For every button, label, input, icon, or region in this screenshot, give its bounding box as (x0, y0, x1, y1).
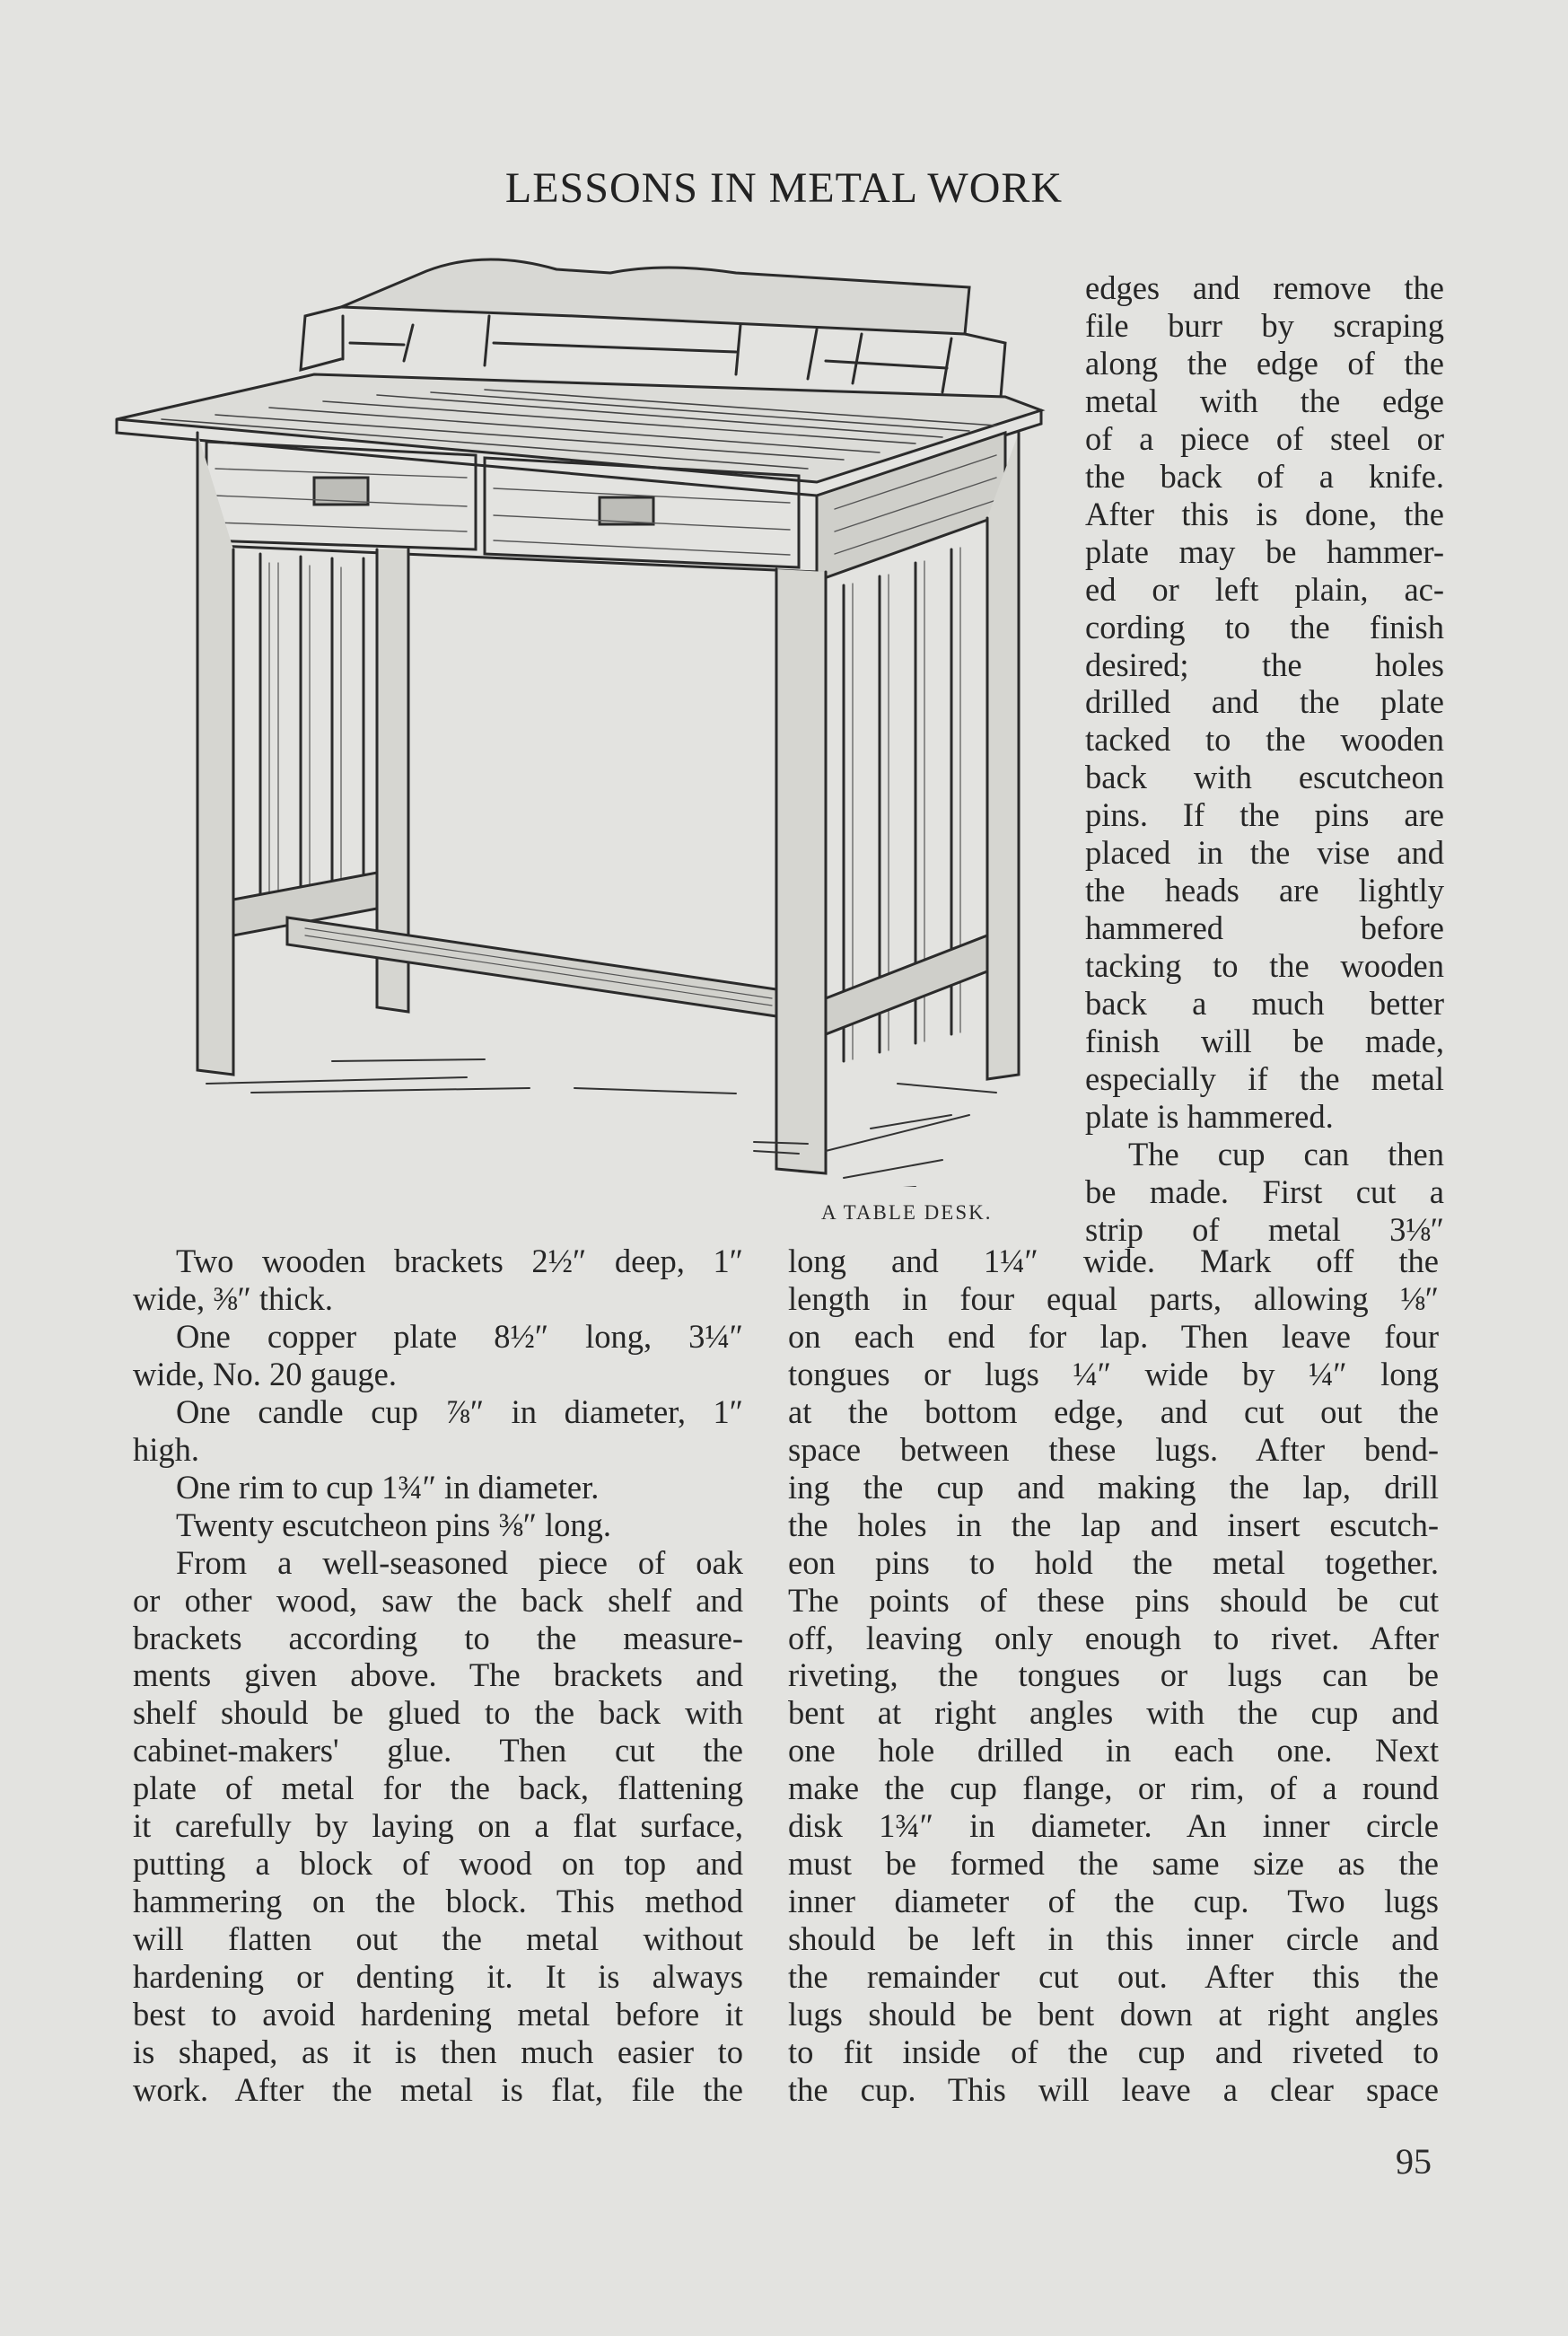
text-line: After this is done, the (1085, 495, 1444, 532)
text-line: plate is hammered. (1085, 1097, 1334, 1135)
text-line: desired; the holes (1085, 645, 1444, 683)
text-line: The cup can then (1128, 1135, 1444, 1172)
text-line: plate may be hammer- (1085, 532, 1444, 570)
text-line: One candle cup ⅞″ in diameter, 1″ (176, 1392, 743, 1430)
text-line: One copper plate 8½″ long, 3¼″ (176, 1317, 743, 1355)
text-line: cabinet-makers' glue. Then cut the (133, 1732, 743, 1770)
page-number: 95 (1396, 2141, 1432, 2182)
text-line: wide, ⅜″ thick. (133, 1279, 334, 1317)
text-line: eon pins to hold the metal together. (788, 1543, 1439, 1581)
text-line: ing the cup and making the lap, drill (788, 1468, 1439, 1506)
text-line: ments given above. The brackets and (133, 1656, 743, 1694)
text-line: on each end for lap. Then leave four (788, 1317, 1439, 1355)
text-line: brackets according to the measure- (133, 1619, 743, 1656)
text-line: tongues or lugs ¼″ wide by ¼″ long (788, 1355, 1439, 1392)
text-line: hammering on the block. This method (133, 1883, 743, 1920)
text-line: make the cup flange, or rim, of a round (788, 1770, 1439, 1807)
text-line: The points of these pins should be cut (788, 1581, 1439, 1619)
text-line: pins. If the pins are (1085, 796, 1444, 834)
text-line: the remainder cut out. After this the (788, 1958, 1439, 1996)
text-line: edges and remove the (1085, 269, 1444, 306)
text-line: space between these lugs. After bend- (788, 1430, 1439, 1468)
text-line: it carefully by laying on a flat surface, (133, 1807, 743, 1845)
text-line: bent at right angles with the cup and (788, 1694, 1439, 1732)
text-line: be made. First cut a (1085, 1172, 1444, 1210)
text-line: or other wood, saw the back shelf and (133, 1581, 743, 1619)
text-line: lugs should be bent down at right angles (788, 1996, 1439, 2033)
text-line: will flatten out the metal without (133, 1920, 743, 1958)
text-line: back with escutcheon (1085, 759, 1444, 796)
text-line: hammered before (1085, 909, 1444, 947)
text-line: file burr by scraping (1085, 306, 1444, 344)
right-top-text-block (1085, 269, 1444, 1249)
table-desk-illustration (108, 253, 1059, 1187)
text-line: work. After the metal is flat, file the (133, 2070, 743, 2108)
text-line: the back of a knife. (1085, 457, 1444, 495)
left-column-text (133, 1243, 743, 2109)
text-line: high. (133, 1430, 200, 1468)
text-line: one hole drilled in each one. Next (788, 1732, 1439, 1770)
text-line: of a piece of steel or (1085, 419, 1444, 457)
text-line: tacking to the wooden (1085, 947, 1444, 985)
text-line: off, leaving only enough to rivet. After (788, 1619, 1439, 1656)
figure-caption: A TABLE DESK. (821, 1201, 993, 1224)
text-line: to fit inside of the cup and riveted to (788, 2033, 1439, 2071)
text-line: One rim to cup 1¾″ in diameter. (176, 1468, 600, 1506)
text-line: long and 1¼″ wide. Mark off the (788, 1243, 1439, 1279)
text-line: should be left in this inner circle and (788, 1920, 1439, 1958)
text-line: strip of metal 3⅛″ (1085, 1210, 1444, 1248)
text-line: drilled and the plate (1085, 683, 1444, 721)
text-line: inner diameter of the cup. Two lugs (788, 1883, 1439, 1920)
text-line: From a well-seasoned piece of oak (176, 1543, 743, 1581)
text-line: especially if the metal (1085, 1060, 1444, 1098)
text-line: shelf should be glued to the back with (133, 1694, 743, 1732)
text-line: putting a block of wood on top and (133, 1845, 743, 1883)
text-line: Two wooden brackets 2½″ deep, 1″ (176, 1243, 743, 1279)
text-line: plate of metal for the back, flattening (133, 1770, 743, 1807)
text-line: hardening or denting it. It is always (133, 1958, 743, 1996)
text-line: cording to the finish (1085, 608, 1444, 645)
text-line: metal with the edge (1085, 382, 1444, 419)
text-line: ed or left plain, ac- (1085, 570, 1444, 608)
text-line: must be formed the same size as the (788, 1845, 1439, 1883)
text-line: riveting, the tongues or lugs can be (788, 1656, 1439, 1694)
table-desk-drawing (108, 253, 1059, 1187)
text-line: along the edge of the (1085, 344, 1444, 382)
text-line: tacked to the wooden (1085, 721, 1444, 759)
right-column-text (788, 1243, 1439, 2109)
text-line: length in four equal parts, allowing ⅛″ (788, 1279, 1439, 1317)
text-line: at the bottom edge, and cut out the (788, 1392, 1439, 1430)
text-line: disk 1¾″ in diameter. An inner circle (788, 1807, 1439, 1845)
text-line: is shaped, as it is then much easier to (133, 2033, 743, 2071)
text-line: finish will be made, (1085, 1023, 1444, 1060)
text-line: the cup. This will leave a clear space (788, 2070, 1439, 2108)
text-line: Twenty escutcheon pins ⅜″ long. (176, 1506, 612, 1543)
text-line: best to avoid hardening metal before it (133, 1996, 743, 2033)
text-line: the heads are lightly (1085, 872, 1444, 909)
text-line: wide, No. 20 gauge. (133, 1355, 397, 1392)
text-line: back a much better (1085, 985, 1444, 1023)
text-line: placed in the vise and (1085, 834, 1444, 872)
text-line: the holes in the lap and insert escutch- (788, 1506, 1439, 1543)
running-head: LESSONS IN METAL WORK (504, 164, 1064, 212)
